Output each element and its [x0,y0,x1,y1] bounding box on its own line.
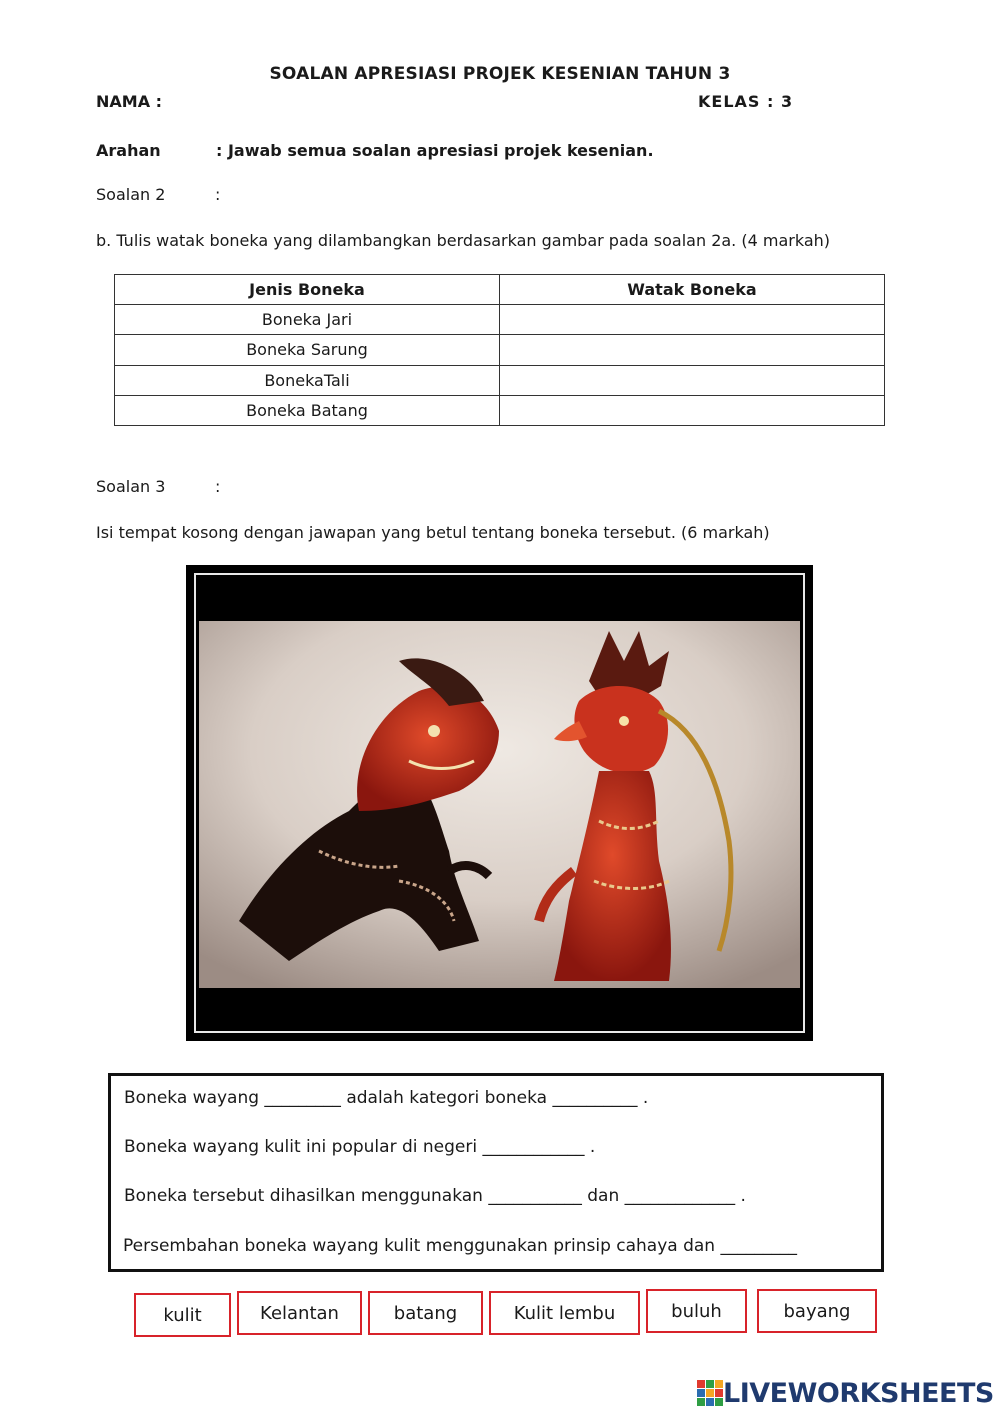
wayang-kulit-photo [186,565,813,1041]
blank-sentence-3[interactable]: Boneka tersebut dihasilkan menggunakan ___________ dan _____________ . [124,1186,746,1206]
table-header-type: Jenis Boneka [115,275,500,305]
word-chip-kelantan[interactable]: Kelantan [237,1291,362,1335]
word-chip-kulit-lembu[interactable]: Kulit lembu [489,1291,640,1335]
answer-cell[interactable] [500,395,885,425]
instruction-text: : Jawab semua soalan apresiasi projek kesenian. [216,141,654,160]
nama-label: NAMA : [96,92,163,111]
question-3-label: Soalan 3 [96,477,166,496]
blank-sentence-4[interactable]: Persembahan boneka wayang kulit menggunakan prinsip cahaya dan _________ [123,1236,797,1256]
table-row [115,305,885,335]
question-2-colon: : [215,185,221,204]
page-title: SOALAN APRESIASI PROJEK KESENIAN TAHUN 3 [269,64,731,84]
question-3-prompt: Isi tempat kosong dengan jawapan yang betul tentang boneka tersebut. (6 markah) [96,523,770,542]
blank-sentence-1[interactable]: Boneka wayang _________ adalah kategori boneka __________ . [124,1088,649,1108]
table-row [115,365,885,395]
puppet-table [114,274,885,426]
question-3-colon: : [215,477,221,496]
table-row [115,395,885,425]
answer-cell[interactable] [500,335,885,365]
answer-cell[interactable] [500,365,885,395]
question-2-label: Soalan 2 [96,185,166,204]
table-cell-type: Boneka Jari [115,305,500,335]
liveworksheets-logo [697,1378,994,1408]
word-chip-kulit[interactable]: kulit [134,1293,231,1337]
kelas-label: KELAS : 3 [698,92,794,111]
table-cell-type: Boneka Batang [115,395,500,425]
blank-sentence-2[interactable]: Boneka wayang kulit ini popular di negeri ____________ . [124,1137,596,1157]
table-row [115,335,885,365]
liveworksheets-logo-text: LIVEWORKSHEETS [723,1377,994,1409]
answer-cell[interactable] [500,305,885,335]
instruction-label: Arahan [96,141,161,160]
wayang-puppets-illustration [199,621,800,988]
table-header-character: Watak Boneka [500,275,885,305]
word-chip-batang[interactable]: batang [368,1291,483,1335]
word-chip-buluh[interactable]: buluh [646,1289,747,1333]
table-cell-type: Boneka Sarung [115,335,500,365]
table-cell-type: BonekaTali [115,365,500,395]
fill-in-blanks-box [108,1073,884,1272]
question-2-prompt: b. Tulis watak boneka yang dilambangkan berdasarkan gambar pada soalan 2a. (4 markah) [96,231,830,250]
liveworksheets-logo-icon [697,1380,723,1406]
table-header-row [115,275,885,305]
word-chip-bayang[interactable]: bayang [757,1289,877,1333]
